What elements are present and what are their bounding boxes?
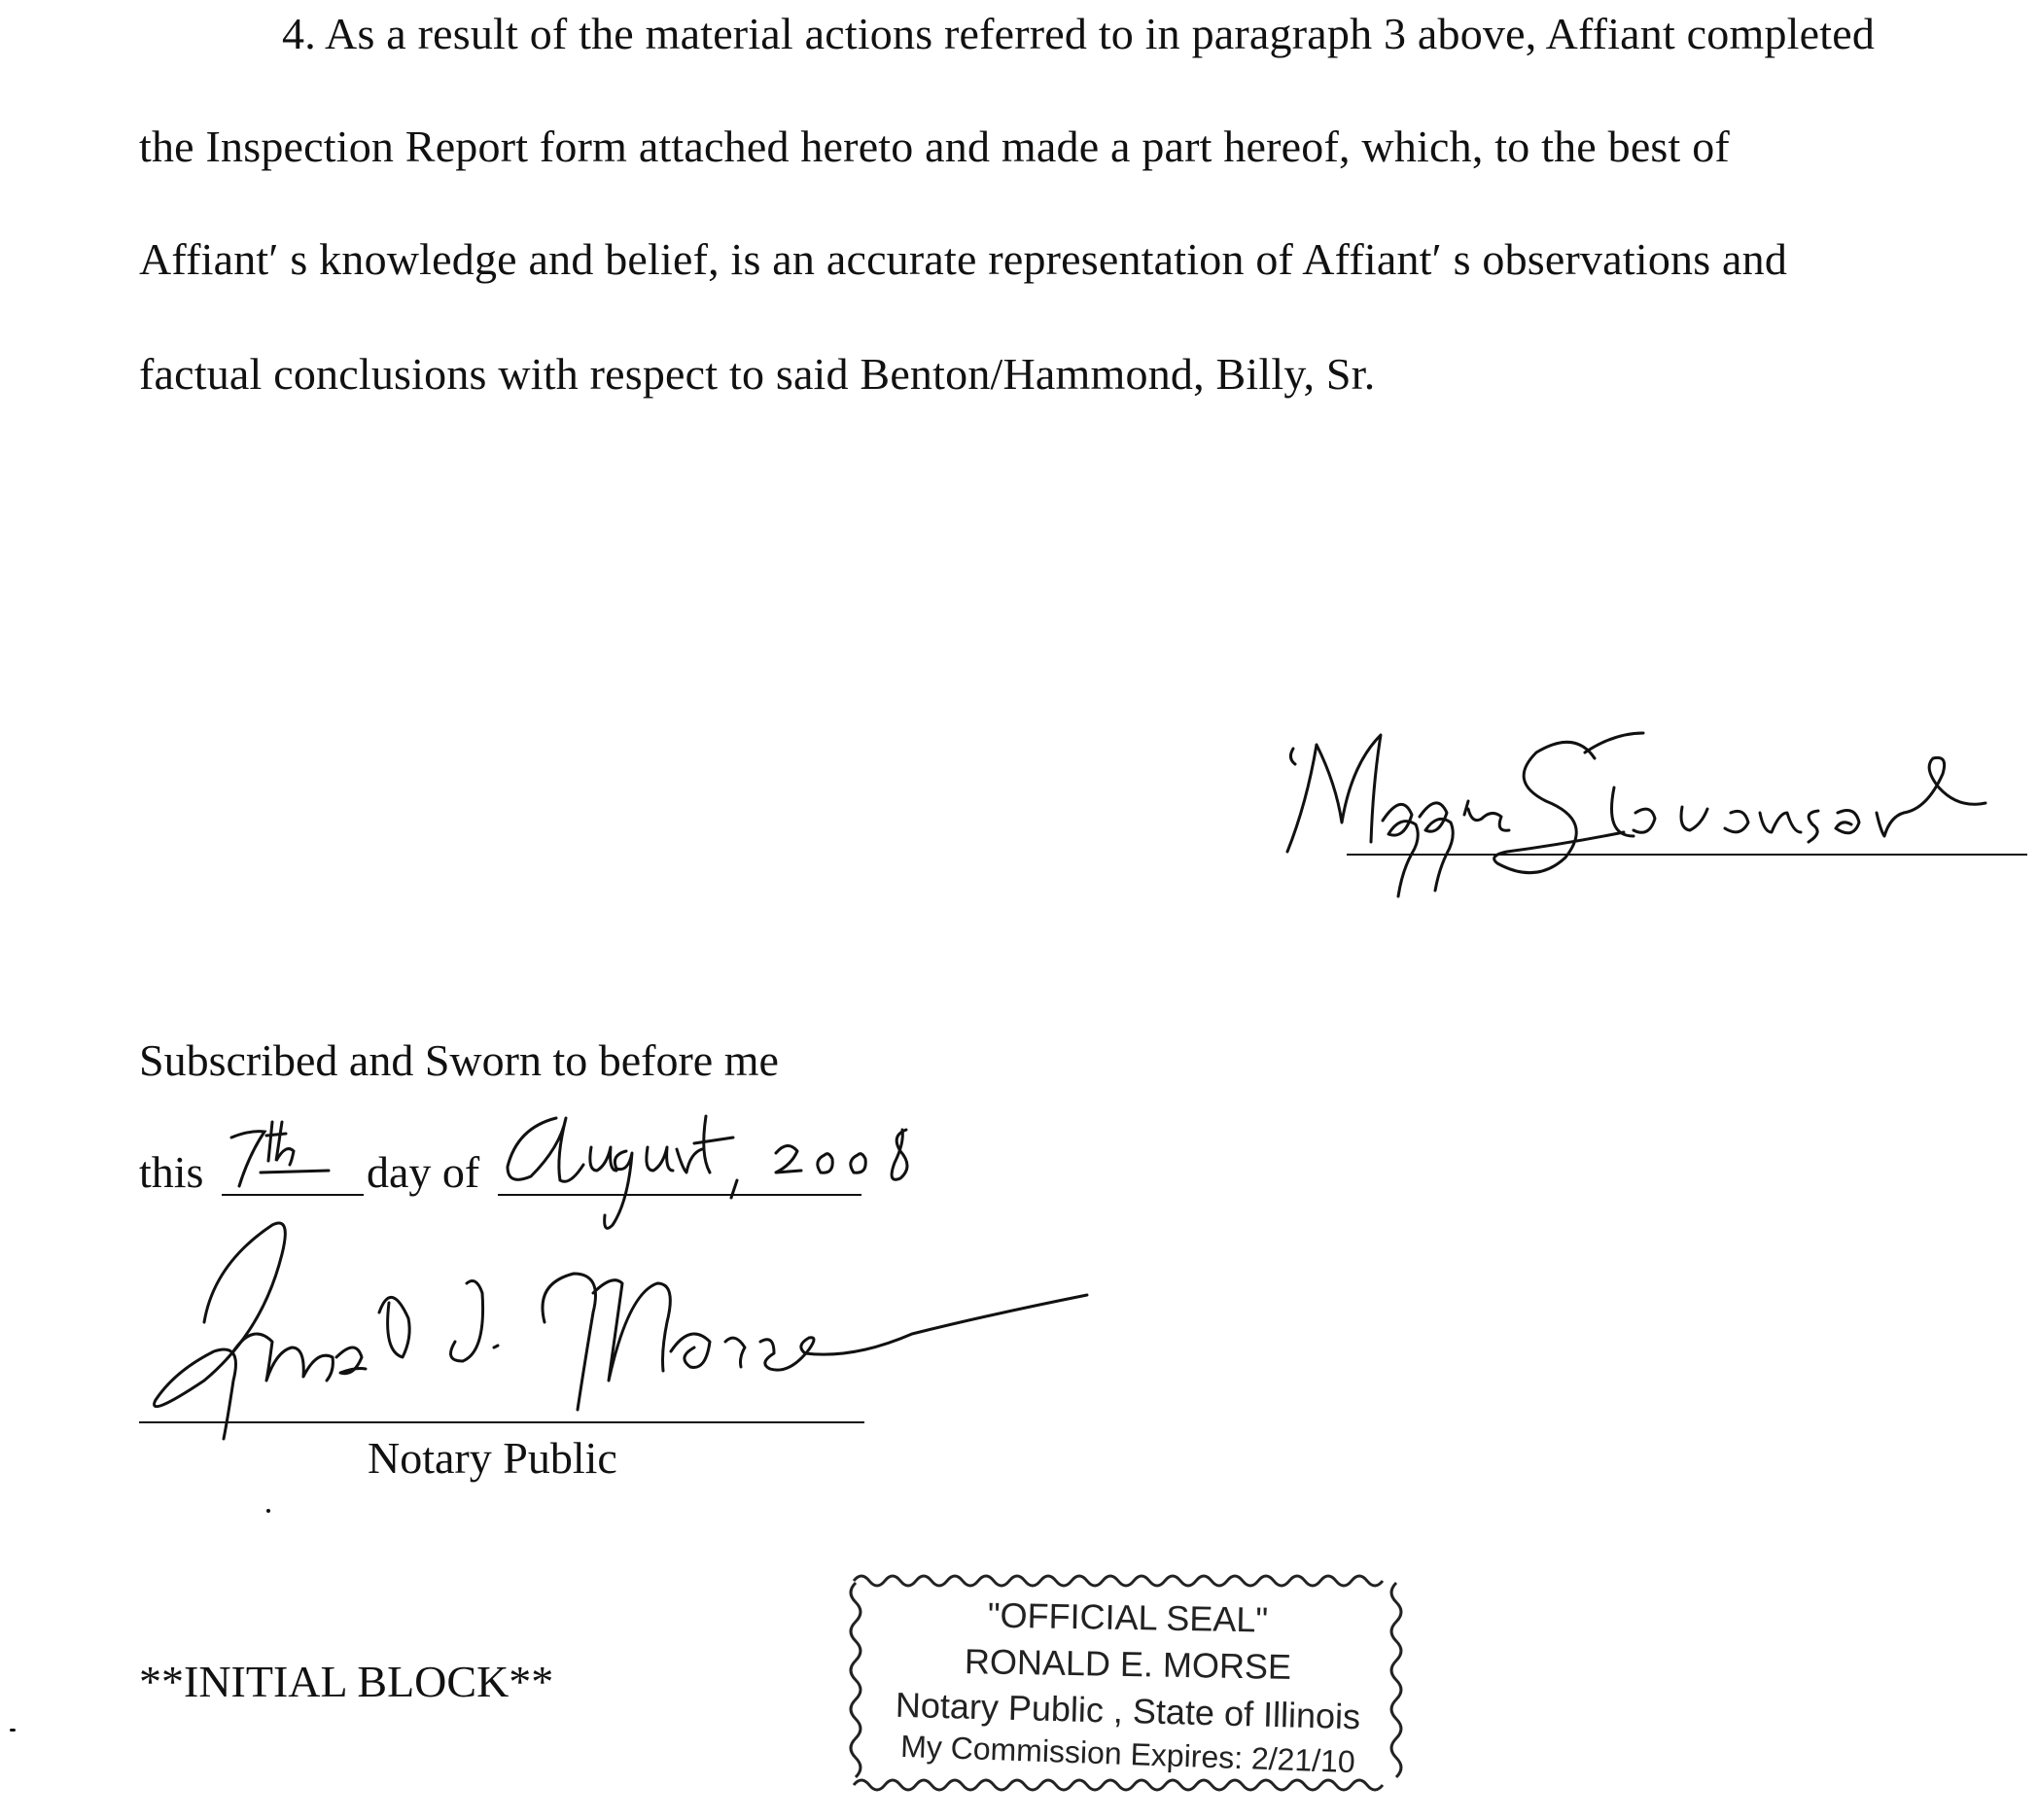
paragraph-line-4: factual conclusions with respect to said Benton/Hammond, Billy, Sr. (139, 349, 1376, 399)
seal-jurisdiction: Notary Public , State of Illinois (895, 1684, 1361, 1737)
notary-signature (126, 1206, 1157, 1458)
affiant-signature (1274, 719, 2032, 894)
paragraph-line-3: Affiant′ s knowledge and belief, is an accurate representation of Affiant′ s observations and (139, 234, 1788, 284)
seal-notary-name: RONALD E. MORSE (964, 1641, 1292, 1687)
seal-title: "OFFICIAL SEAL" (987, 1594, 1269, 1640)
affiant-signature-line (1347, 854, 2027, 856)
this-label: this (139, 1147, 204, 1197)
day-handwritten (222, 1116, 348, 1194)
stray-mark (266, 1509, 270, 1513)
day-of-label: day of (367, 1147, 480, 1197)
notary-public-label: Notary Public (368, 1433, 617, 1483)
paragraph-line-2: the Inspection Report form attached hereto and made a part hereof, which, to the best of (139, 122, 1730, 171)
official-seal-stamp (846, 1565, 1410, 1799)
notary-signature-line (139, 1421, 864, 1423)
seal-commission-expiry: My Commission Expires: 2/21/10 (899, 1728, 1356, 1780)
day-line (222, 1194, 364, 1196)
paragraph-line-1: 4. As a result of the material actions referred to in paragraph 3 above, Affiant completed (282, 9, 1876, 58)
month-year-line (498, 1194, 861, 1196)
stray-mark (10, 1729, 16, 1732)
subscribed-sworn-text: Subscribed and Sworn to before me (139, 1035, 779, 1085)
initial-block-label: **INITIAL BLOCK** (139, 1657, 554, 1706)
